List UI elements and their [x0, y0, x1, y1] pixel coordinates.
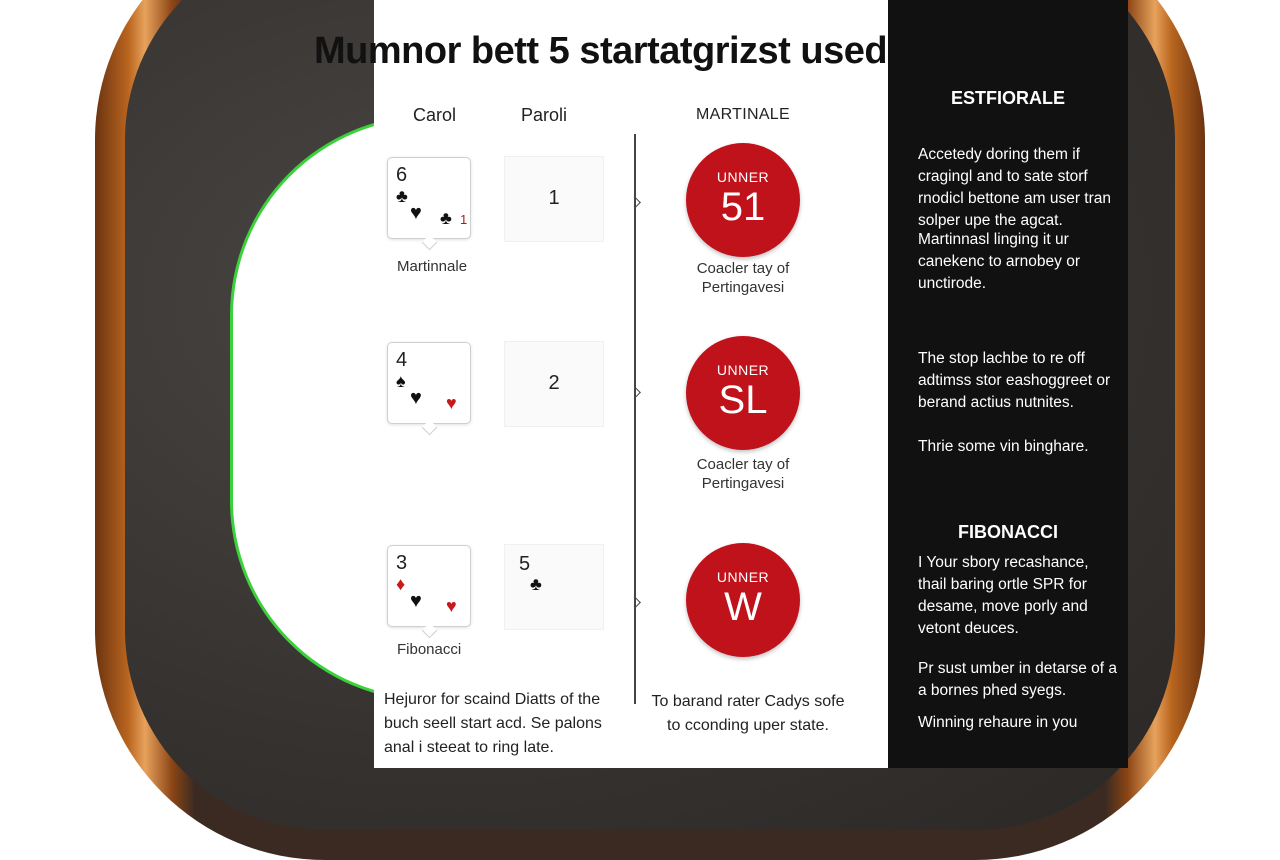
bet-value: 2	[548, 372, 560, 394]
bet-value-box	[504, 544, 604, 630]
result-badge[interactable]	[686, 143, 800, 257]
result-badge[interactable]	[686, 336, 800, 450]
card-caption: Fibonacci	[397, 641, 462, 658]
card-rank: 4	[396, 349, 408, 371]
right-panel-paragraph: Pr sust umber in detarse of a a bornes phed syegs.	[918, 660, 1118, 699]
column-header-carol: Carol	[413, 105, 457, 125]
column-header-martinale: MARTINALE	[696, 106, 790, 123]
badge-label: UNNER	[716, 169, 770, 185]
right-panel-paragraph: The stop lachbe to re off adtimss stor eashoggreet or berand actius nutnites.	[918, 350, 1111, 411]
badge-label: UNNER	[716, 362, 770, 378]
column-divider	[634, 134, 636, 704]
bet-value: 5	[519, 553, 531, 575]
card-rank: 6	[396, 164, 408, 186]
right-panel-paragraph: Martinnasl linging it ur canekenc to arnobey or unctirode.	[918, 231, 1080, 292]
center-note: To barand rater Cadys sofe to cconding uper state.	[651, 693, 845, 734]
badge-label: UNNER	[716, 569, 770, 585]
bet-value: 1	[548, 187, 560, 209]
club-icon: ♣	[440, 208, 452, 228]
left-note: Hejuror for scaind Diatts of the buch seell start acd. Se palons anal i steeat to ring late.	[384, 691, 602, 756]
club-icon: ♣	[530, 574, 542, 594]
badge-value: SL	[718, 378, 768, 422]
playing-card[interactable]	[387, 342, 471, 424]
club-icon: ♣	[396, 186, 408, 206]
spade-icon: ♠	[396, 371, 406, 391]
right-panel-heading: FIBONACCI	[958, 522, 1058, 542]
diamond-icon: ♦	[396, 574, 406, 594]
badge-value: W	[724, 585, 762, 629]
column-header-paroli: Paroli	[521, 105, 568, 125]
right-panel-paragraph: Accetedy doring them if cragingl and to sate storf rnodicl bettone am user tran solper upe the agcat.	[918, 146, 1111, 229]
badge-value: 51	[720, 185, 766, 229]
heart-icon: ♥	[410, 590, 422, 612]
page-title: Mumnor bett 5 startatgrizst used	[314, 30, 888, 72]
result-badge[interactable]	[686, 543, 800, 657]
bet-value-box	[504, 341, 604, 427]
heart-icon: ♥	[410, 202, 422, 224]
card-corner-rank: 1	[460, 212, 468, 227]
right-panel-heading: ESTFIORALE	[950, 88, 1065, 108]
right-panel-paragraph: Winning rehaure in you	[918, 714, 1078, 731]
playing-card[interactable]	[387, 157, 471, 239]
card-rank: 3	[396, 552, 408, 574]
heart-icon: ♥	[410, 387, 422, 409]
right-panel-paragraph: Thrie some vin binghare.	[918, 438, 1089, 455]
card-caption: Martinnale	[397, 258, 468, 275]
heart-icon: ♥	[446, 596, 457, 616]
badge-caption: Coacler tay of Pertingavesi	[696, 456, 790, 492]
heart-icon: ♥	[446, 393, 457, 413]
right-panel-paragraph: I Your sbory recashance, thail baring ortle SPR for desame, move porly and vetont deuces.	[918, 554, 1089, 637]
bet-value-box	[504, 156, 604, 242]
playing-card[interactable]	[387, 545, 471, 627]
badge-caption: Coacler tay of Pertingavesi	[696, 260, 790, 296]
